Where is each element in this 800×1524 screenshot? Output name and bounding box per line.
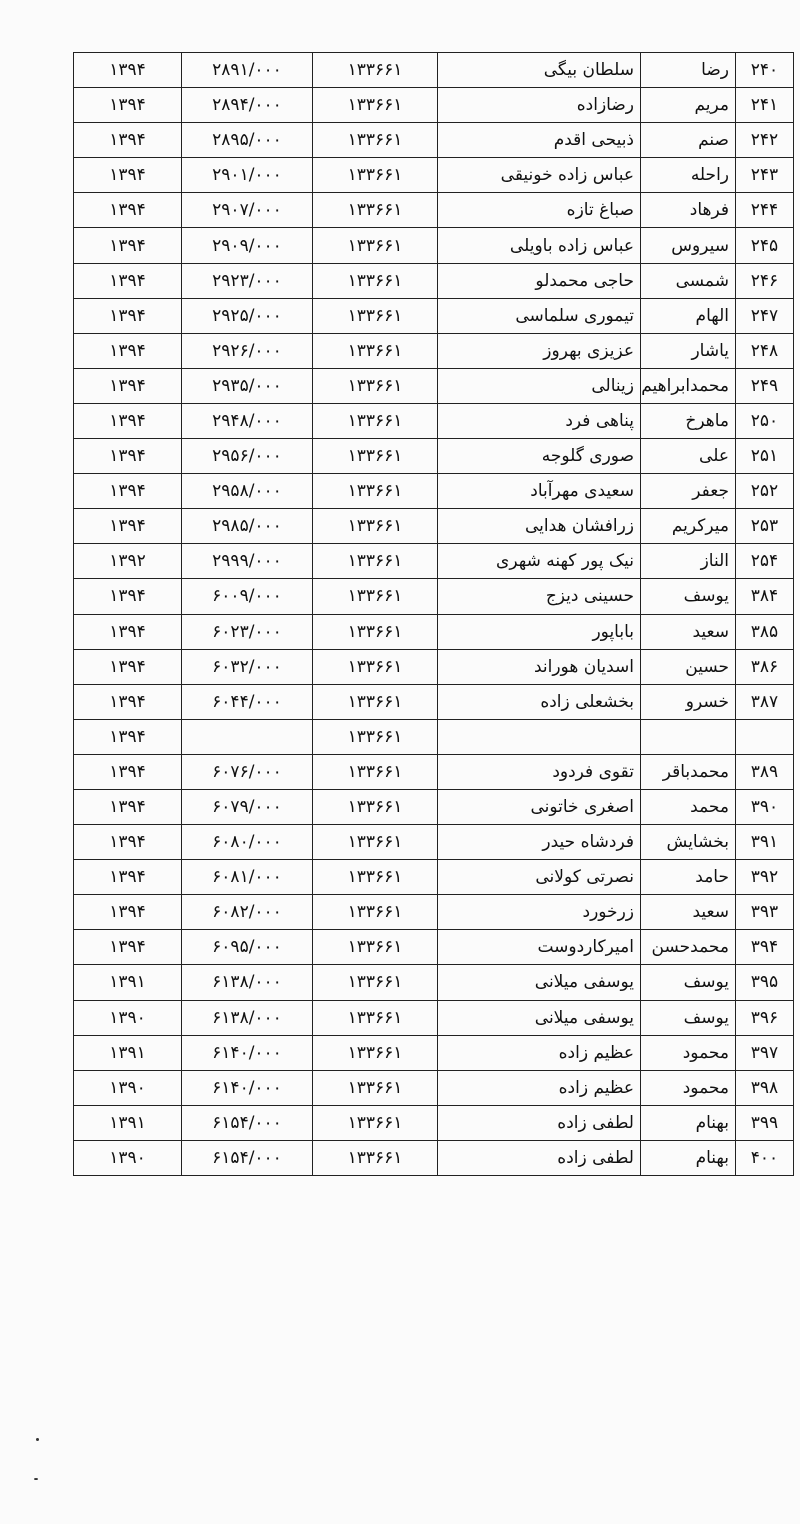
code-cell: ۱۳۳۶۶۱	[313, 965, 438, 1000]
row-number-cell: ۲۴۶	[736, 263, 794, 298]
year-cell: ۱۳۹۰	[74, 1140, 182, 1175]
first-name-cell: بهنام	[641, 1105, 736, 1140]
amount-cell: ۲۹۲۶/۰۰۰	[182, 333, 313, 368]
code-cell: ۱۳۳۶۶۱	[313, 895, 438, 930]
table-row	[74, 228, 794, 263]
first-name-cell: محمود	[641, 1035, 736, 1070]
first-name-cell: بخشایش	[641, 825, 736, 860]
code-cell: ۱۳۳۶۶۱	[313, 193, 438, 228]
row-number-cell: ۳۹۳	[736, 895, 794, 930]
row-number-cell: ۲۴۱	[736, 88, 794, 123]
code-cell: ۱۳۳۶۶۱	[313, 158, 438, 193]
first-name-cell: یوسف	[641, 579, 736, 614]
amount-cell: ۲۸۹۵/۰۰۰	[182, 123, 313, 158]
first-name-cell: محمود	[641, 1070, 736, 1105]
row-number-cell: ۳۸۵	[736, 614, 794, 649]
amount-cell: ۶۰۸۲/۰۰۰	[182, 895, 313, 930]
code-cell: ۱۳۳۶۶۱	[313, 1035, 438, 1070]
amount-cell: ۲۹۴۸/۰۰۰	[182, 403, 313, 438]
code-cell: ۱۳۳۶۶۱	[313, 825, 438, 860]
amount-cell: ۶۱۴۰/۰۰۰	[182, 1035, 313, 1070]
table-row	[74, 123, 794, 158]
table-row	[74, 719, 794, 754]
last-name-cell: زرافشان هدایی	[438, 509, 641, 544]
code-cell: ۱۳۳۶۶۱	[313, 474, 438, 509]
code-cell: ۱۳۳۶۶۱	[313, 228, 438, 263]
amount-cell: ۶۰۷۶/۰۰۰	[182, 754, 313, 789]
table-row	[74, 684, 794, 719]
row-number-cell: ۳۹۶	[736, 1000, 794, 1035]
code-cell: ۱۳۳۶۶۱	[313, 1070, 438, 1105]
amount-cell: ۲۹۰۹/۰۰۰	[182, 228, 313, 263]
code-cell: ۱۳۳۶۶۱	[313, 684, 438, 719]
year-cell: ۱۳۹۴	[74, 474, 182, 509]
first-name-cell: یوسف	[641, 1000, 736, 1035]
last-name-cell: یوسفی میلانی	[438, 1000, 641, 1035]
year-cell: ۱۳۹۱	[74, 1105, 182, 1140]
speck-2	[34, 1478, 38, 1480]
table-row	[74, 579, 794, 614]
last-name-cell: تقوی فردود	[438, 754, 641, 789]
amount-cell: ۶۰۳۲/۰۰۰	[182, 649, 313, 684]
code-cell: ۱۳۳۶۶۱	[313, 1000, 438, 1035]
year-cell: ۱۳۹۴	[74, 158, 182, 193]
row-number-cell: ۳۹۵	[736, 965, 794, 1000]
code-cell: ۱۳۳۶۶۱	[313, 403, 438, 438]
amount-cell: ۶۰۴۴/۰۰۰	[182, 684, 313, 719]
year-cell: ۱۳۹۴	[74, 88, 182, 123]
code-cell: ۱۳۳۶۶۱	[313, 544, 438, 579]
year-cell: ۱۳۹۱	[74, 965, 182, 1000]
amount-cell: ۶۱۵۴/۰۰۰	[182, 1105, 313, 1140]
first-name-cell: مریم	[641, 88, 736, 123]
table-row	[74, 193, 794, 228]
amount-cell: ۶۰۲۳/۰۰۰	[182, 614, 313, 649]
code-cell: ۱۳۳۶۶۱	[313, 579, 438, 614]
last-name-cell: لطفی زاده	[438, 1140, 641, 1175]
first-name-cell: حامد	[641, 860, 736, 895]
last-name-cell: باباپور	[438, 614, 641, 649]
last-name-cell: عظیم زاده	[438, 1070, 641, 1105]
last-name-cell: صباغ تازه	[438, 193, 641, 228]
table-row	[74, 895, 794, 930]
year-cell: ۱۳۹۴	[74, 684, 182, 719]
first-name-cell: محمد	[641, 789, 736, 824]
last-name-cell: عزیزی بهروز	[438, 333, 641, 368]
code-cell: ۱۳۳۶۶۱	[313, 263, 438, 298]
code-cell: ۱۳۳۶۶۱	[313, 719, 438, 754]
amount-cell: ۲۹۰۷/۰۰۰	[182, 193, 313, 228]
amount-cell: ۶۱۳۸/۰۰۰	[182, 965, 313, 1000]
table-row	[74, 263, 794, 298]
table-row	[74, 158, 794, 193]
year-cell: ۱۳۹۴	[74, 368, 182, 403]
amount-cell: ۲۹۸۵/۰۰۰	[182, 509, 313, 544]
last-name-cell	[438, 719, 641, 754]
speck-1	[36, 1438, 39, 1441]
first-name-cell: فرهاد	[641, 193, 736, 228]
amount-cell: ۶۰۹۵/۰۰۰	[182, 930, 313, 965]
last-name-cell: اسدیان هوراند	[438, 649, 641, 684]
first-name-cell: حسین	[641, 649, 736, 684]
row-number-cell: ۳۹۸	[736, 1070, 794, 1105]
table-row	[74, 509, 794, 544]
year-cell: ۱۳۹۴	[74, 614, 182, 649]
year-cell: ۱۳۹۰	[74, 1000, 182, 1035]
amount-cell: ۶۰۷۹/۰۰۰	[182, 789, 313, 824]
amount-cell: ۲۹۹۹/۰۰۰	[182, 544, 313, 579]
last-name-cell: نصرتی کولانی	[438, 860, 641, 895]
row-number-cell: ۳۹۹	[736, 1105, 794, 1140]
first-name-cell: محمدابراهیم	[641, 368, 736, 403]
code-cell: ۱۳۳۶۶۱	[313, 298, 438, 333]
table-row	[74, 368, 794, 403]
row-number-cell: ۴۰۰	[736, 1140, 794, 1175]
amount-cell: ۶۰۸۰/۰۰۰	[182, 825, 313, 860]
code-cell: ۱۳۳۶۶۱	[313, 509, 438, 544]
year-cell: ۱۳۹۴	[74, 754, 182, 789]
row-number-cell: ۳۸۴	[736, 579, 794, 614]
amount-cell	[182, 719, 313, 754]
first-name-cell: شمسی	[641, 263, 736, 298]
first-name-cell: سعید	[641, 895, 736, 930]
amount-cell: ۲۸۹۱/۰۰۰	[182, 53, 313, 88]
amount-cell: ۲۹۵۶/۰۰۰	[182, 439, 313, 474]
row-number-cell: ۲۵۲	[736, 474, 794, 509]
code-cell: ۱۳۳۶۶۱	[313, 53, 438, 88]
row-number-cell: ۳۹۱	[736, 825, 794, 860]
last-name-cell: یوسفی میلانی	[438, 965, 641, 1000]
amount-cell: ۶۱۳۸/۰۰۰	[182, 1000, 313, 1035]
row-number-cell: ۳۹۰	[736, 789, 794, 824]
row-number-cell: ۲۵۰	[736, 403, 794, 438]
row-number-cell: ۲۴۵	[736, 228, 794, 263]
year-cell: ۱۳۹۴	[74, 579, 182, 614]
table-row	[74, 930, 794, 965]
last-name-cell: زینالی	[438, 368, 641, 403]
table-row	[74, 1105, 794, 1140]
code-cell: ۱۳۳۶۶۱	[313, 614, 438, 649]
last-name-cell: حاجی محمدلو	[438, 263, 641, 298]
code-cell: ۱۳۳۶۶۱	[313, 368, 438, 403]
row-number-cell: ۳۹۲	[736, 860, 794, 895]
table-row	[74, 544, 794, 579]
year-cell: ۱۳۹۴	[74, 509, 182, 544]
amount-cell: ۶۰۰۹/۰۰۰	[182, 579, 313, 614]
row-number-cell: ۲۴۰	[736, 53, 794, 88]
last-name-cell: رضازاده	[438, 88, 641, 123]
first-name-cell: ماهرخ	[641, 403, 736, 438]
table-body	[74, 53, 794, 1176]
year-cell: ۱۳۹۱	[74, 1035, 182, 1070]
row-number-cell: ۳۸۶	[736, 649, 794, 684]
row-number-cell: ۳۸۷	[736, 684, 794, 719]
first-name-cell: یوسف	[641, 965, 736, 1000]
table-row	[74, 1140, 794, 1175]
last-name-cell: ذبیحی اقدم	[438, 123, 641, 158]
first-name-cell: راحله	[641, 158, 736, 193]
year-cell: ۱۳۹۴	[74, 930, 182, 965]
last-name-cell: نیک پور کهنه شهری	[438, 544, 641, 579]
amount-cell: ۲۹۰۱/۰۰۰	[182, 158, 313, 193]
amount-cell: ۲۹۳۵/۰۰۰	[182, 368, 313, 403]
last-name-cell: پناهی فرد	[438, 403, 641, 438]
table-row	[74, 439, 794, 474]
table-row	[74, 1000, 794, 1035]
row-number-cell: ۲۵۳	[736, 509, 794, 544]
year-cell: ۱۳۹۴	[74, 439, 182, 474]
year-cell: ۱۳۹۴	[74, 649, 182, 684]
amount-cell: ۶۱۵۴/۰۰۰	[182, 1140, 313, 1175]
first-name-cell: محمدحسن	[641, 930, 736, 965]
table-row	[74, 825, 794, 860]
table-row	[74, 649, 794, 684]
first-name-cell: سیروس	[641, 228, 736, 263]
table-row	[74, 614, 794, 649]
code-cell: ۱۳۳۶۶۱	[313, 439, 438, 474]
code-cell: ۱۳۳۶۶۱	[313, 860, 438, 895]
amount-cell: ۲۹۲۳/۰۰۰	[182, 263, 313, 298]
first-name-cell: میرکریم	[641, 509, 736, 544]
row-number-cell: ۲۴۹	[736, 368, 794, 403]
year-cell: ۱۳۹۴	[74, 895, 182, 930]
table-row	[74, 88, 794, 123]
last-name-cell: بخشعلی زاده	[438, 684, 641, 719]
row-number-cell: ۳۸۹	[736, 754, 794, 789]
row-number-cell: ۲۴۷	[736, 298, 794, 333]
table-row	[74, 965, 794, 1000]
code-cell: ۱۳۳۶۶۱	[313, 1140, 438, 1175]
table-row	[74, 403, 794, 438]
row-number-cell: ۳۹۴	[736, 930, 794, 965]
year-cell: ۱۳۹۴	[74, 719, 182, 754]
row-number-cell: ۲۴۳	[736, 158, 794, 193]
year-cell: ۱۳۹۴	[74, 825, 182, 860]
table-row	[74, 860, 794, 895]
amount-cell: ۶۰۸۱/۰۰۰	[182, 860, 313, 895]
last-name-cell: فردشاه حیدر	[438, 825, 641, 860]
first-name-cell: الناز	[641, 544, 736, 579]
last-name-cell: عباس زاده خونیقی	[438, 158, 641, 193]
first-name-cell: یاشار	[641, 333, 736, 368]
code-cell: ۱۳۳۶۶۱	[313, 930, 438, 965]
last-name-cell: امیرکاردوست	[438, 930, 641, 965]
first-name-cell: صنم	[641, 123, 736, 158]
amount-cell: ۲۹۵۸/۰۰۰	[182, 474, 313, 509]
row-number-cell: ۲۴۸	[736, 333, 794, 368]
first-name-cell: الهام	[641, 298, 736, 333]
code-cell: ۱۳۳۶۶۱	[313, 88, 438, 123]
table-row	[74, 789, 794, 824]
last-name-cell: تیموری سلماسی	[438, 298, 641, 333]
table-row	[74, 474, 794, 509]
row-number-cell: ۲۵۱	[736, 439, 794, 474]
last-name-cell: اصغری خاتونی	[438, 789, 641, 824]
year-cell: ۱۳۹۴	[74, 403, 182, 438]
table-row	[74, 754, 794, 789]
table-row	[74, 53, 794, 88]
year-cell: ۱۳۹۴	[74, 860, 182, 895]
code-cell: ۱۳۳۶۶۱	[313, 649, 438, 684]
first-name-cell: خسرو	[641, 684, 736, 719]
last-name-cell: حسینی دیزج	[438, 579, 641, 614]
amount-cell: ۲۸۹۴/۰۰۰	[182, 88, 313, 123]
year-cell: ۱۳۹۴	[74, 228, 182, 263]
amount-cell: ۶۱۴۰/۰۰۰	[182, 1070, 313, 1105]
amount-cell: ۲۹۲۵/۰۰۰	[182, 298, 313, 333]
year-cell: ۱۳۹۴	[74, 193, 182, 228]
first-name-cell	[641, 719, 736, 754]
first-name-cell: محمدباقر	[641, 754, 736, 789]
last-name-cell: عباس زاده باویلی	[438, 228, 641, 263]
last-name-cell: سعیدی مهرآباد	[438, 474, 641, 509]
last-name-cell: لطفی زاده	[438, 1105, 641, 1140]
last-name-cell: زرخورد	[438, 895, 641, 930]
year-cell: ۱۳۹۰	[74, 1070, 182, 1105]
code-cell: ۱۳۳۶۶۱	[313, 333, 438, 368]
table-row	[74, 333, 794, 368]
year-cell: ۱۳۹۴	[74, 263, 182, 298]
row-number-cell: ۲۴۲	[736, 123, 794, 158]
code-cell: ۱۳۳۶۶۱	[313, 123, 438, 158]
year-cell: ۱۳۹۴	[74, 298, 182, 333]
first-name-cell: رضا	[641, 53, 736, 88]
year-cell: ۱۳۹۴	[74, 53, 182, 88]
row-number-cell	[736, 719, 794, 754]
code-cell: ۱۳۳۶۶۱	[313, 789, 438, 824]
first-name-cell: سعید	[641, 614, 736, 649]
last-name-cell: سلطان بیگی	[438, 53, 641, 88]
row-number-cell: ۲۴۴	[736, 193, 794, 228]
last-name-cell: عظیم زاده	[438, 1035, 641, 1070]
first-name-cell: جعفر	[641, 474, 736, 509]
year-cell: ۱۳۹۴	[74, 333, 182, 368]
first-name-cell: علی	[641, 439, 736, 474]
last-name-cell: صوری گلوجه	[438, 439, 641, 474]
year-cell: ۱۳۹۴	[74, 789, 182, 824]
code-cell: ۱۳۳۶۶۱	[313, 754, 438, 789]
table-row	[74, 298, 794, 333]
row-number-cell: ۲۵۴	[736, 544, 794, 579]
table-row	[74, 1035, 794, 1070]
table-row	[74, 1070, 794, 1105]
code-cell: ۱۳۳۶۶۱	[313, 1105, 438, 1140]
year-cell: ۱۳۹۲	[74, 544, 182, 579]
row-number-cell: ۳۹۷	[736, 1035, 794, 1070]
year-cell: ۱۳۹۴	[74, 123, 182, 158]
first-name-cell: بهنام	[641, 1140, 736, 1175]
records-table	[73, 52, 794, 1176]
